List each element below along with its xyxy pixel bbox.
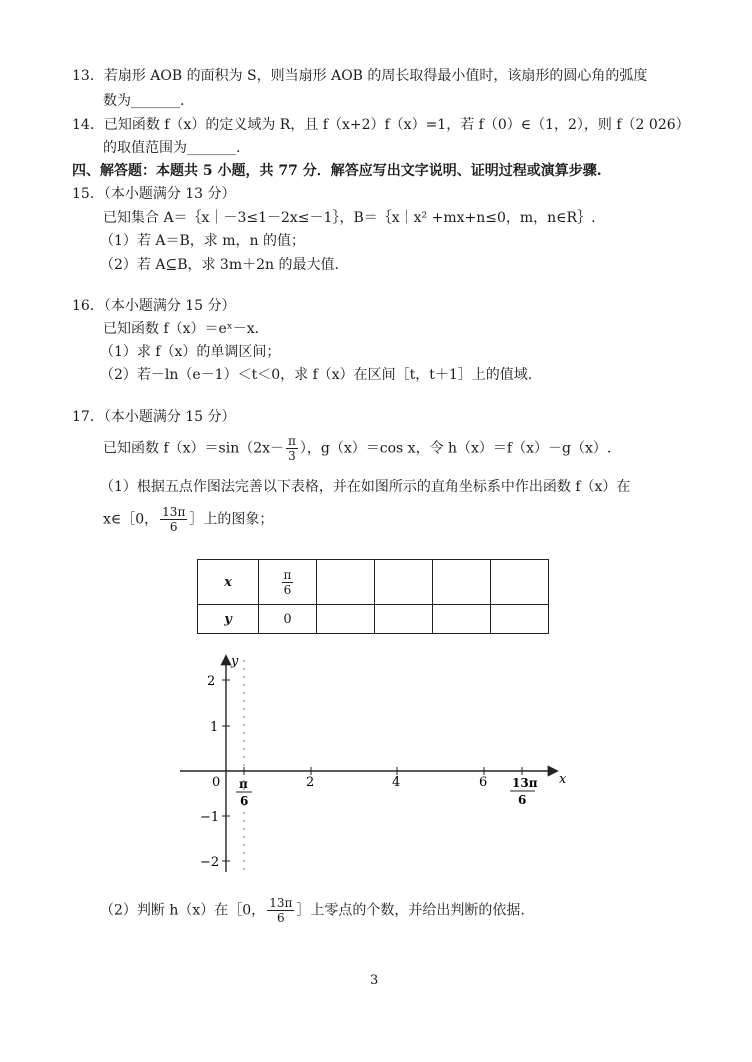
origin-label: 0 [212,775,221,790]
pi6-label-denominator: 6 [240,794,249,808]
end-label-numerator: 13π [512,776,538,790]
q17-stem-b: ），g（x）＝cos x，令 h（x）＝f（x）－g（x）. [299,440,612,457]
q16-part2: （2）若－ln（e－1）＜t＜0，求 f（x）在区间［t，t＋1］上的值域. [100,367,533,383]
y-tick-label: 2 [207,674,216,689]
q14-line2: 的取值范围为_______. [103,140,241,156]
fraction-denominator: 3 [288,449,296,463]
fraction-numerator: 13π [162,505,186,519]
q13-line2: 数为_______. [103,93,185,109]
section-four-heading: 四、解答题：本题共 5 小题，共 77 分．解答应写出文字说明、证明过程或演算步骤. [72,163,602,179]
q15-part2: （2）若 A⊆B，求 3m＋2n 的最大值. [100,257,339,273]
q17-header: 17．（本小题满分 15 分） [72,409,236,425]
y-tick-label: −2 [200,855,220,870]
fraction-numerator: π [283,567,292,582]
x-axis-label: x [559,772,567,787]
y-axis-label: y [231,654,239,669]
fraction-denominator: 6 [283,582,292,597]
q14-line1: 14．已知函数 f（x）的定义域为 R，且 f（x+2）f（x）=1，若 f（0）∈（1，2），则 f（2 026） [72,117,690,133]
q17-part1-post: ］上的图象； [189,511,274,528]
page-number: 3 [370,973,379,988]
q17-part2-post: ］上零点的个数，并给出判断的依据. [296,902,525,919]
table-cell-y-label: y [198,605,259,634]
q15-part1: （1）若 A＝B，求 m，n 的值； [100,233,305,249]
x-tick-label: 2 [306,775,315,790]
q17-part2-pre: （2）判断 h（x）在［0， [100,902,266,919]
q15-header: 15．（本小题满分 13 分） [72,186,236,202]
pi6-label-numerator: π [239,777,248,791]
table-cell-y-first: 0 [259,605,317,634]
fraction-denominator: 6 [276,911,285,925]
y-tick-label: 1 [210,720,219,735]
13pi-over-6-fraction [267,896,294,925]
q17-part1-pre: x∈［0， [103,511,159,528]
fraction-denominator: 6 [169,520,178,534]
q16-header: 16．（本小题满分 15 分） [72,298,236,314]
x-tick-label: 4 [392,775,401,790]
q13-line1: 13．若扇形 AOB 的面积为 S，则当扇形 AOB 的周长取得最小值时，该扇形的圆心角的弧度 [72,68,648,84]
q17-part2 [100,896,525,925]
x-tick-label: 6 [479,775,488,790]
q15-stem: 已知集合 A＝｛x｜－3≤1－2x≤－1｝，B＝｛x｜x² +mx+n≤0，m，n∈R｝. [103,210,596,226]
q17-stem-a: 已知函数 f（x）＝sin（2x－ [103,440,285,457]
q16-part1: （1）求 f（x）的单调区间； [100,344,281,360]
end-label-denominator: 6 [518,793,527,807]
fraction-numerator: 13π [269,896,293,910]
q17-part1-line1: （1）根据五点作图法完善以下表格，并在如图所示的直角坐标系中作出函数 f（x）在 [100,479,631,495]
table-cell-x-label: x [198,560,259,605]
q16-stem: 已知函数 f（x）＝eˣ－x. [103,321,260,337]
y-tick-label: −1 [200,810,220,825]
fraction-numerator: π [288,434,296,448]
